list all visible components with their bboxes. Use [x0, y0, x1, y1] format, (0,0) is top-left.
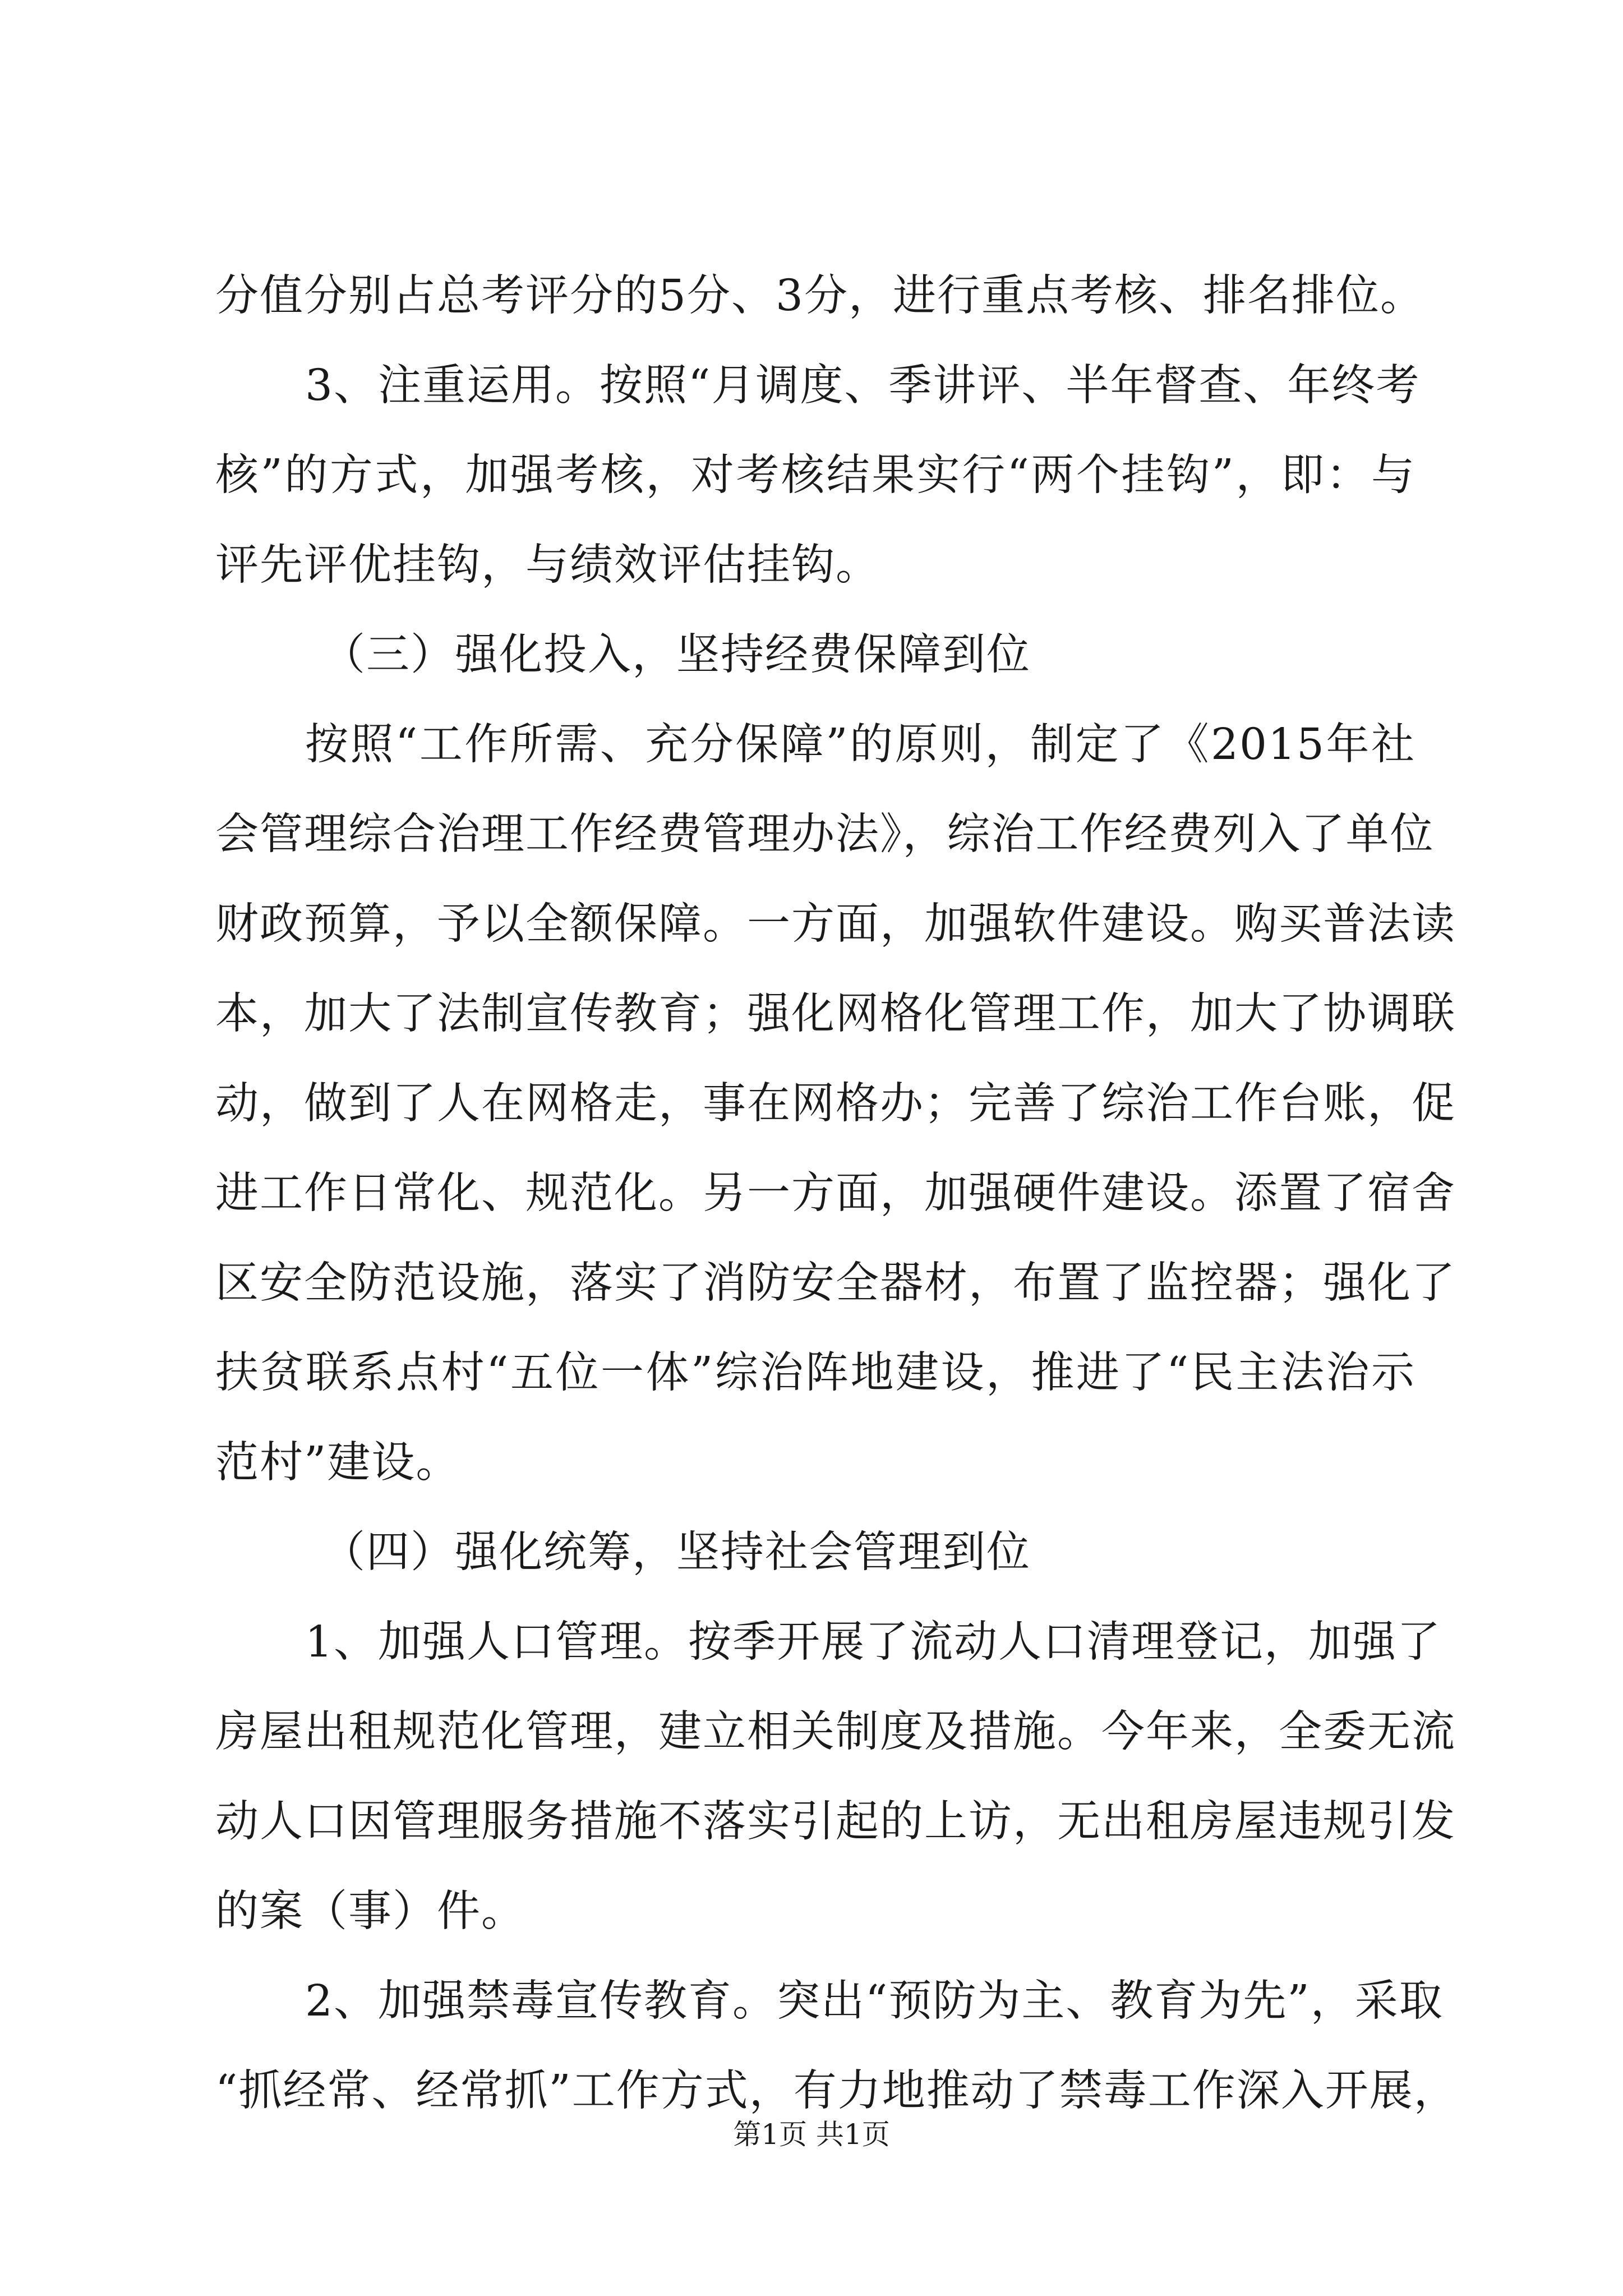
paragraph-line: “抓经常、经常抓”工作方式，有力地推动了禁毒工作深入开展，: [215, 2066, 1458, 2116]
paragraph-line: 评先评优挂钩，与绩效评估挂钩。: [215, 540, 880, 590]
paragraph-line: 的案（事）件。: [215, 1887, 525, 1936]
paragraph-line: 1、加强人口管理。按季开展了流动人口清理登记，加强了: [305, 1617, 1441, 1667]
paragraph-line: 财政预算，予以全额保障。一方面，加强软件建设。购买普法读: [215, 899, 1456, 949]
document-body: [215, 251, 1458, 2136]
paragraph-line: 动人口因管理服务措施不落实引起的上访，无出租房屋违规引发: [215, 1797, 1456, 1847]
paragraph-line: 动，做到了人在网格走，事在网格办；完善了综治工作台账，促: [215, 1079, 1456, 1129]
paragraph-line: 核”的方式，加强考核，对考核结果实行“两个挂钩”，即：与: [215, 450, 1415, 500]
paragraph-line: 按照“工作所需、充分保障”的原则，制定了《2015年社: [305, 720, 1415, 770]
section-heading: （四）强化统筹，坚持社会管理到位: [322, 1527, 1031, 1577]
paragraph-line: 范村”建设。: [215, 1438, 460, 1488]
paragraph-line: 区安全防范设施，落实了消防安全器材，布置了监控器；强化了: [215, 1258, 1456, 1308]
section-heading: （三）强化投入，坚持经费保障到位: [322, 630, 1031, 680]
paragraph-line: 3、注重运用。按照“月调度、季讲评、半年督查、年终考: [305, 361, 1421, 411]
paragraph-line: 进工作日常化、规范化。另一方面，加强硬件建设。添置了宿舍: [215, 1168, 1456, 1218]
paragraph-line: 2、加强禁毒宣传教育。突出“预防为主、教育为先”，采取: [305, 1976, 1444, 2026]
paragraph-line: 房屋出租规范化管理，建立相关制度及措施。今年来，全委无流: [215, 1707, 1456, 1757]
paragraph-line: 扶贫联系点村“五位一体”综治阵地建设，推进了“民主法治示: [215, 1348, 1415, 1398]
page-number-footer: 第1页 共1页: [733, 2118, 890, 2151]
paragraph-line: 分值分别占总考评分的5分、3分，进行重点考核、排名排位。: [215, 271, 1424, 321]
paragraph-line: 本，加大了法制宣传教育；强化网格化管理工作，加大了协调联: [215, 989, 1456, 1039]
paragraph-line: 会管理综合治理工作经费管理办法》，综治工作经费列入了单位: [215, 809, 1435, 859]
